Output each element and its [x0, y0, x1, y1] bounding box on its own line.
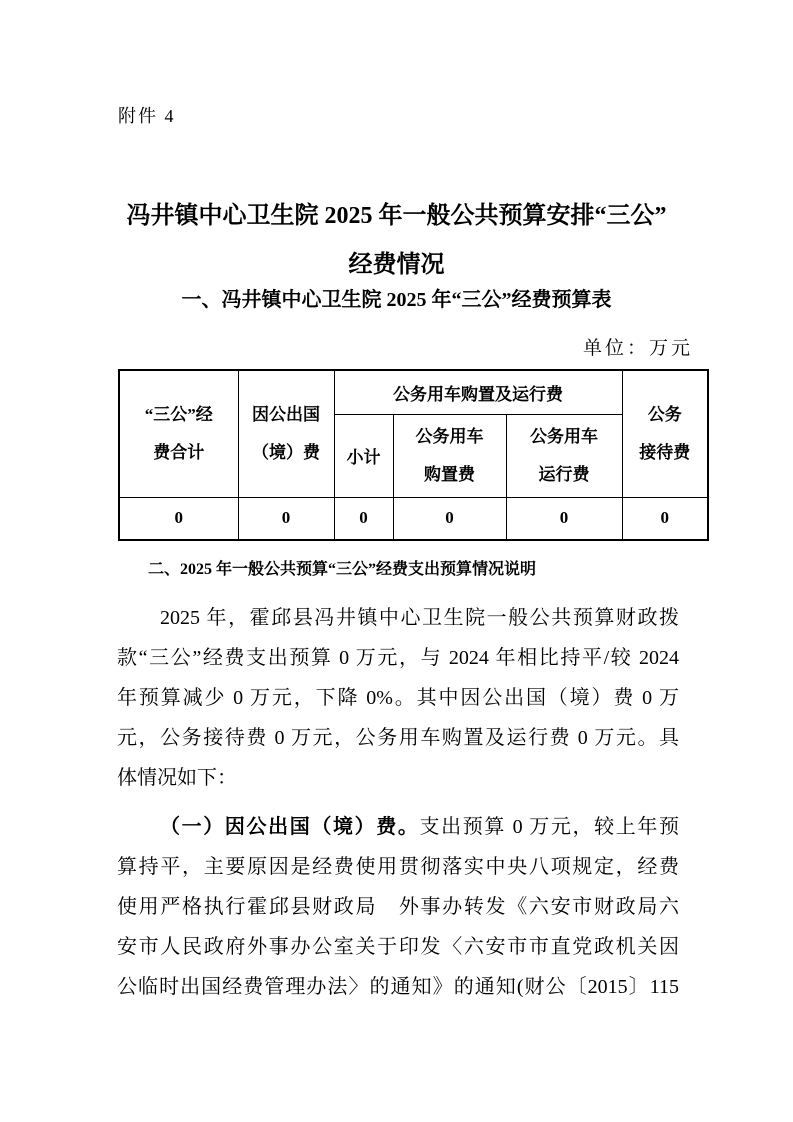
- para2-line1-rest: 支出预算 0 万元，较上年预: [419, 816, 679, 838]
- table-row: [119, 497, 708, 540]
- section1-heading: 一、冯井镇中心卫生院 2025 年“三公”经费预算表: [181, 289, 612, 311]
- section2-heading: 二、2025 年一般公共预算“三公”经费支出预算情况说明: [148, 561, 537, 578]
- text-line: 使用严格执行霍邱县财政局 外事办转发《六安市财政局六: [117, 896, 679, 918]
- col-header-vehicle-group: 公务用车购置及运行费: [334, 370, 622, 414]
- text-line: 款“三公”经费支出预算 0 万元，与 2024 年相比持平/较 2024: [117, 647, 679, 669]
- text-line: [117, 807, 679, 847]
- col-header-purchase: 公务用车 购置费: [393, 414, 506, 497]
- document-title-line1: 冯井镇中心卫生院 2025 年一般公共预算安排“三公”: [126, 203, 667, 229]
- para2-lead-bold: （一）因公出国（境）费。: [160, 816, 420, 838]
- text-line: 2025 年，霍邱县冯井镇中心卫生院一般公共预算财政拨: [160, 607, 679, 629]
- text-line: 年预算减少 0 万元，下降 0%。其中因公出国（境）费 0 万: [117, 687, 679, 709]
- value-abroad: 0: [238, 497, 334, 540]
- col-header-abroad: 因公出国 （境）费: [238, 370, 334, 497]
- document-title-line2: 经费情况: [348, 252, 445, 278]
- value-subtotal: 0: [334, 497, 393, 540]
- unit-note: 单位：万元: [582, 338, 693, 359]
- col-header-reception: 公务 接待费: [622, 370, 708, 497]
- paragraph-1: [117, 598, 679, 798]
- value-total: 0: [119, 497, 238, 540]
- budget-table: [118, 369, 709, 541]
- text-line: 体情况如下：: [117, 767, 237, 789]
- text-line: 元，公务接待费 0 万元，公务用车购置及运行费 0 万元。具: [117, 727, 679, 749]
- text-line: 安市人民政府外事办公室关于印发〈六安市市直党政机关因: [117, 936, 679, 958]
- col-header-subtotal: 小计: [334, 414, 393, 497]
- text-line: 算持平，主要原因是经费使用贯彻落实中央八项规定，经费: [117, 856, 679, 878]
- attachment-label: 附件 4: [118, 106, 176, 126]
- value-reception: 0: [622, 497, 708, 540]
- paragraph-2: [117, 807, 679, 1007]
- text-line: 公临时出国经费管理办法〉的通知》的通知(财公〔2015〕115: [117, 976, 679, 998]
- document-title: [0, 192, 793, 290]
- value-purchase: 0: [393, 497, 506, 540]
- col-header-operation: 公务用车 运行费: [506, 414, 622, 497]
- col-header-total: “三公”经 费合计: [119, 370, 238, 497]
- value-operation: 0: [506, 497, 622, 540]
